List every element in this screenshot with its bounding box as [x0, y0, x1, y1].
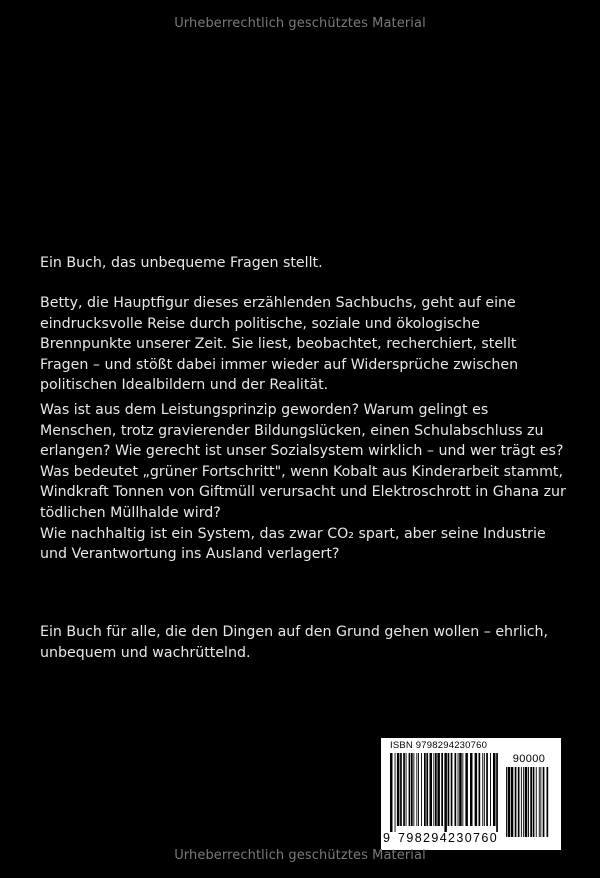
barcode-bar [459, 753, 462, 826]
blurb-tagline: Ein Buch, das unbequeme Fragen stellt. [40, 255, 323, 271]
barcode-bar [479, 753, 481, 826]
barcode-bar [462, 753, 463, 826]
barcode-bar [536, 767, 537, 837]
barcode-bar [518, 767, 520, 837]
barcode-bar [416, 753, 417, 826]
question-line-performance: Was ist aus dem Leistungsprinzip geworden? Warum gelingt es Menschen, trotz gravierender Bildungslücken, einen Schulabschluss zu erlangen? Wie gerecht ist unser Sozialsystem wirklich – und wer trägt es? [40, 402, 564, 460]
barcode-bar [547, 767, 549, 837]
barcode-bar [413, 753, 414, 826]
barcode-bar [482, 753, 483, 826]
barcode-bar [490, 753, 491, 826]
barcode-bar [455, 753, 457, 826]
barcode-bar [533, 767, 535, 837]
barcode-bar [448, 753, 450, 826]
barcode-bar [418, 753, 419, 826]
barcode-bar [496, 753, 498, 832]
barcode-bar [411, 753, 413, 826]
barcode-bar [409, 753, 411, 826]
barcode-bar [424, 753, 426, 826]
barcode-bar [523, 767, 524, 837]
barcode-bar [451, 753, 453, 826]
barcode-bar [430, 753, 433, 826]
barcode-bar [511, 767, 514, 837]
barcode-digits-right: 230760 [448, 831, 499, 845]
barcode-bar [525, 767, 528, 837]
barcode-bar [400, 753, 402, 826]
barcode-bar [493, 753, 496, 826]
barcode-bar [470, 753, 473, 826]
blurb-paragraph-questions [40, 400, 568, 565]
question-line-green-progress: Was bedeutet „grüner Fortschritt", wenn Kobalt aus Kinderarbeit stammt, Windkraft Tonnen von Giftmüll verursacht und Elektroschrott in Ghana zur tödlichen Müllhalde wird? [40, 463, 566, 521]
question-line-sustainability: Wie nachhaltig ist ein System, das zwar CO₂ spart, aber seine Industrie und Verantwortung ins Ausland verlagert? [40, 525, 546, 563]
blurb-closing: Ein Buch für alle, die den Dingen auf den Grund gehen wollen – ehrlich, unbequem und wachrüttelnd. [40, 624, 549, 661]
barcode-bar [543, 767, 545, 837]
barcode-bar [508, 767, 511, 837]
barcode-bar [506, 767, 507, 837]
price-code: 90000 [512, 753, 546, 765]
barcode-bar [530, 767, 532, 837]
barcode-bar [435, 753, 437, 826]
barcode-bar [441, 753, 443, 826]
barcode-bar [437, 753, 440, 826]
blurb-paragraph-betty: Betty, die Hauptfigur dieses erzählenden Sachbuchs, geht auf eine eindrucksvolle Reise durch politische, soziale und ökologische Brennpunkte unserer Zeit. Sie liest, beobachtet, recherchiert, stellt Fragen – und stößt dabei immer wieder auf Widersprüche zwischen politischen Idealbildern und der Realität. [40, 295, 519, 394]
barcode-bar [486, 753, 488, 826]
barcode-bar [475, 753, 478, 826]
barcode-bar [515, 767, 517, 837]
barcode-bar [433, 753, 434, 826]
barcode-bar [528, 767, 529, 837]
barcode-bar [403, 753, 405, 826]
watermark-top: Urheberrechtlich geschütztes Material [174, 16, 426, 31]
barcode-bar [444, 753, 447, 832]
barcode-bar [539, 767, 540, 837]
barcode-bar [395, 753, 396, 832]
barcode-bar [458, 753, 459, 826]
barcode-bar [521, 767, 522, 837]
barcode-bars-main [390, 753, 498, 832]
barcode-digit-first: 9 [383, 831, 392, 845]
isbn-label: ISBN 9798294230760 [390, 740, 488, 751]
barcode-bar [465, 753, 468, 826]
barcode-bar [390, 753, 393, 832]
barcode-bar [484, 753, 485, 826]
isbn-barcode [381, 738, 561, 850]
barcode-bar [426, 753, 428, 826]
barcode-bar [397, 753, 400, 826]
barcode-bars-addon [506, 767, 550, 843]
watermark-bottom: Urheberrechtlich geschütztes Material [174, 848, 426, 863]
barcode-digits-left: 798294 [398, 831, 449, 845]
barcode-bar [406, 753, 407, 826]
barcode-bar [540, 767, 541, 837]
barcode-bar [421, 753, 422, 826]
